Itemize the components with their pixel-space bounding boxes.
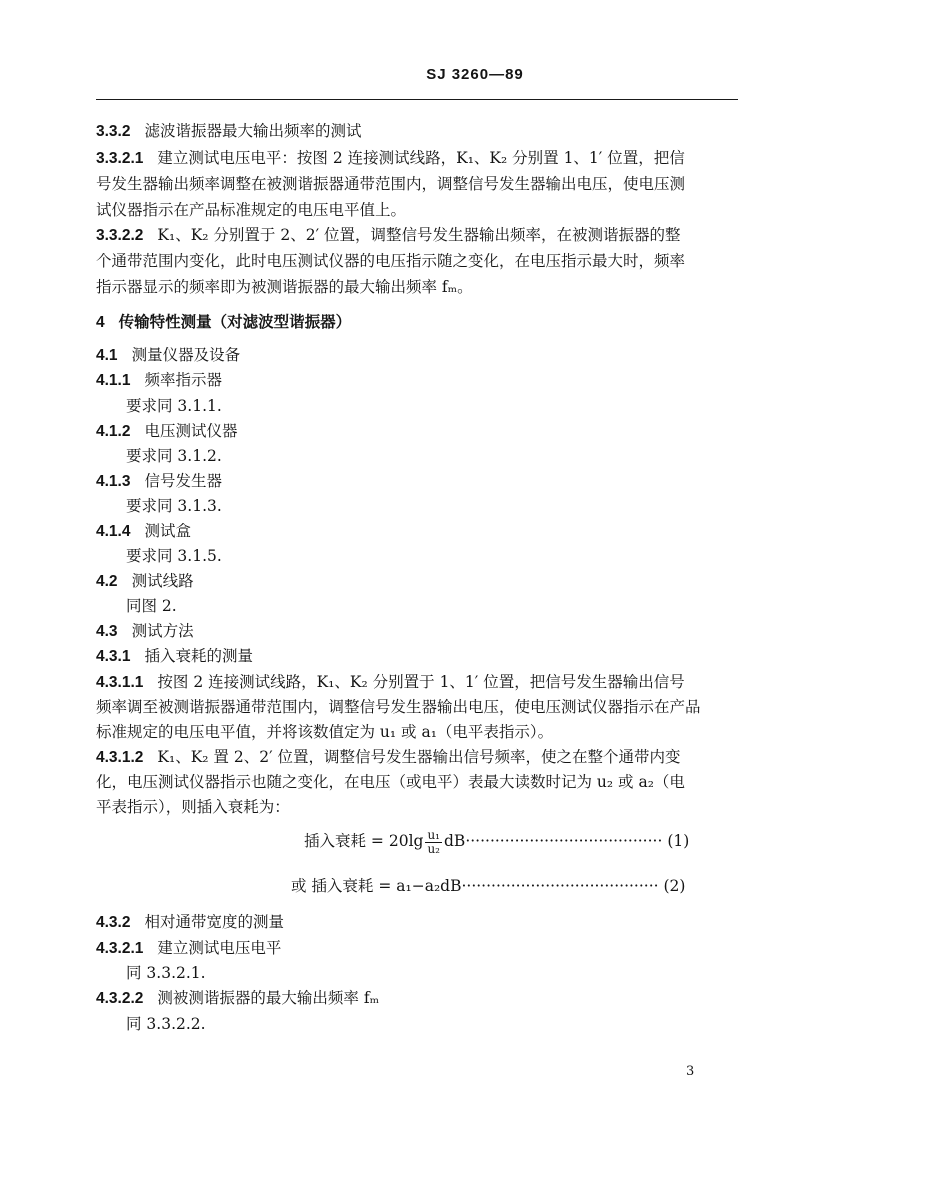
para-line: 个通带范围内变化，此时电压测试仪器的电压指示随之变化，在电压指示最大时，频率 (96, 252, 686, 270)
heading-4-3: 4.3 测试方法 (96, 622, 194, 640)
para-line: 号发生器输出频率调整在被测谐振器通带范围内，调整信号发生器输出电压，使电压测 (96, 175, 686, 193)
equation-1: 插入衰耗 = 20lg $\frac{\text{u₁}}{\text{u₂}}$ dB········································ (1) (304, 827, 690, 856)
para-line: 指示器显示的频率即为被测谐振器的最大输出频率 fₘ。 (96, 278, 473, 296)
header-rule (96, 99, 738, 100)
req-4-1-4: 要求同 3.1.5. (126, 547, 222, 565)
heading-4-2: 4.2 测试线路 (96, 572, 194, 590)
para-4-3-1-2: 4.3.1.2 K₁、K₂ 置 2、2′ 位置，调整信号发生器输出信号频率，使之在整个通带内变 (96, 748, 681, 766)
body-4-2: 同图 2. (126, 597, 177, 615)
heading-4-1-1: 4.1.1 频率指示器 (96, 371, 222, 389)
req-4-1-1: 要求同 3.1.1. (126, 397, 222, 415)
body-4-3-2-2: 同 3.3.2.2. (126, 1015, 206, 1033)
para-4-3-1-1: 4.3.1.1 按图 2 连接测试线路，K₁、K₂ 分别置于 1、1′ 位置，把信号发生器输出信号 (96, 673, 685, 691)
heading-4-1-4: 4.1.4 测试盒 (96, 522, 191, 540)
para-3-3-2-2: 3.3.2.2 K₁、K₂ 分别置于 2、2′ 位置，调整信号发生器输出频率，在被测谐振器的整 (96, 226, 681, 244)
para-line: 试仪器指示在产品标准规定的电压电平值上。 (96, 201, 407, 219)
para-3-3-2-1: 3.3.2.1 建立测试电压电平：按图 2 连接测试线路，K₁、K₂ 分别置 1、1′ 位置，把信 (96, 149, 685, 167)
standard-header: SJ 3260—89 (426, 66, 524, 83)
heading-4-1-3: 4.1.3 信号发生器 (96, 472, 222, 490)
body-4-3-2-1: 同 3.3.2.1. (126, 964, 206, 982)
page-number: 3 (686, 1064, 695, 1079)
para-line: 标准规定的电压电平值，并将该数值定为 u₁ 或 a₁（电平表指示）。 (96, 723, 554, 741)
equation-2: 或 插入衰耗 = a₁−a₂dB········································ (2) (291, 877, 686, 895)
fraction: $\frac{\text{u₁}}{\text{u₂}}$ (427, 827, 440, 856)
heading-4-1: 4.1 测量仪器及设备 (96, 346, 241, 364)
para-line: 频率调至被测谐振器通带范围内，调整信号发生器输出电压，使电压测试仪器指示在产品 (96, 698, 701, 716)
para-line: 化，电压测试仪器指示也随之变化，在电压（或电平）表最大读数时记为 u₂ 或 a₂（电 (96, 773, 685, 791)
req-4-1-3: 要求同 3.1.3. (126, 497, 222, 515)
para-line: 平表指示），则插入衰耗为： (96, 798, 290, 816)
heading-4-3-2-2: 4.3.2.2 测被测谐振器的最大输出频率 fₘ (96, 989, 380, 1007)
heading-4-3-1: 4.3.1 插入衰耗的测量 (96, 647, 253, 665)
heading-4: 4 传输特性测量（对滤波型谐振器） (96, 312, 352, 331)
heading-3-3-2: 3.3.2 滤波谐振器最大输出频率的测试 (96, 122, 362, 140)
heading-4-1-2: 4.1.2 电压测试仪器 (96, 422, 238, 440)
heading-4-3-2: 4.3.2 相对通带宽度的测量 (96, 913, 284, 931)
heading-4-3-2-1: 4.3.2.1 建立测试电压电平 (96, 939, 282, 957)
req-4-1-2: 要求同 3.1.2. (126, 447, 222, 465)
